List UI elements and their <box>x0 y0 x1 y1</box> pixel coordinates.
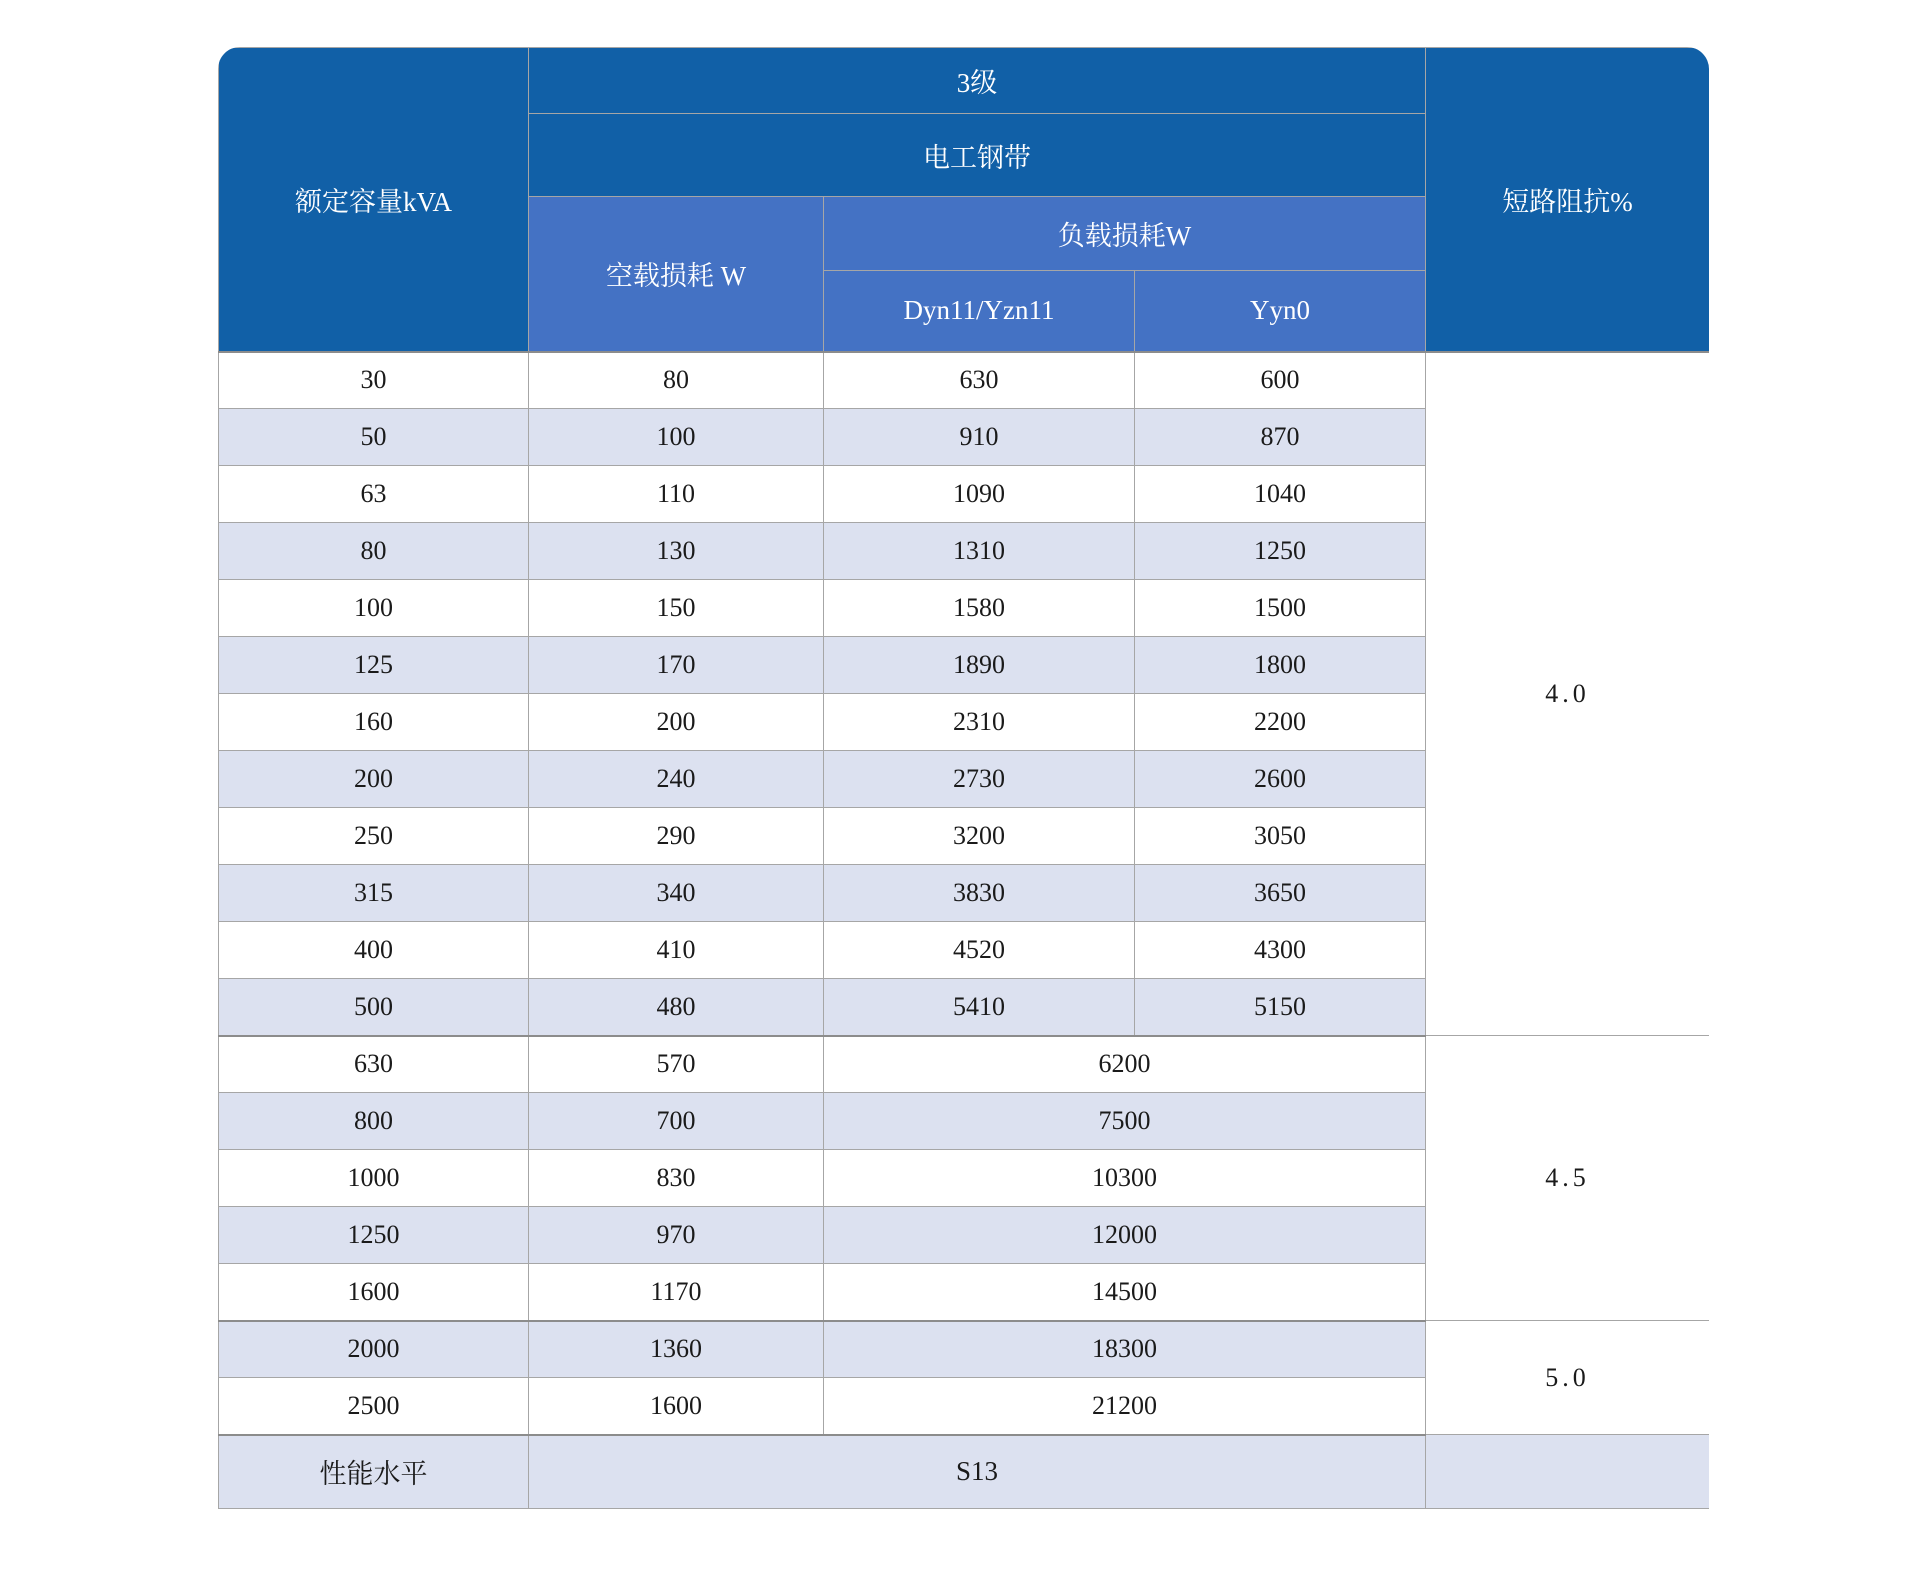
cell-no-load-loss: 1170 <box>529 1264 824 1321</box>
cell-load-loss: 10300 <box>824 1150 1426 1207</box>
cell-no-load-loss: 1360 <box>529 1321 824 1378</box>
cell-kva: 100 <box>219 580 529 637</box>
cell-kva: 2000 <box>219 1321 529 1378</box>
cell-kva: 30 <box>219 352 529 409</box>
cell-load-loss-yyn0: 1800 <box>1135 637 1426 694</box>
cell-no-load-loss: 240 <box>529 751 824 808</box>
cell-kva: 800 <box>219 1093 529 1150</box>
cell-load-loss: 14500 <box>824 1264 1426 1321</box>
cell-no-load-loss: 200 <box>529 694 824 751</box>
cell-kva: 1250 <box>219 1207 529 1264</box>
cell-no-load-loss: 170 <box>529 637 824 694</box>
cell-load-loss-yyn0: 1500 <box>1135 580 1426 637</box>
cell-load-loss-dyn11: 3830 <box>824 865 1135 922</box>
header-yyn0: Yyn0 <box>1135 271 1426 352</box>
cell-kva: 160 <box>219 694 529 751</box>
footer-empty-cell <box>1426 1435 1709 1509</box>
cell-load-loss-yyn0: 2600 <box>1135 751 1426 808</box>
cell-kva: 630 <box>219 1036 529 1093</box>
header-no-load-loss: 空载损耗 W <box>529 197 824 352</box>
cell-load-loss-dyn11: 1890 <box>824 637 1135 694</box>
cell-load-loss-yyn0: 3050 <box>1135 808 1426 865</box>
cell-load-loss-yyn0: 1040 <box>1135 466 1426 523</box>
cell-load-loss: 18300 <box>824 1321 1426 1378</box>
cell-no-load-loss: 80 <box>529 352 824 409</box>
cell-load-loss: 12000 <box>824 1207 1426 1264</box>
table-row <box>219 352 1710 409</box>
cell-no-load-loss: 410 <box>529 922 824 979</box>
header-level: 3级 <box>529 48 1426 114</box>
cell-load-loss-dyn11: 910 <box>824 409 1135 466</box>
footer-label: 性能水平 <box>219 1435 529 1509</box>
cell-load-loss: 7500 <box>824 1093 1426 1150</box>
cell-kva: 500 <box>219 979 529 1036</box>
cell-no-load-loss: 150 <box>529 580 824 637</box>
cell-impedance: 5.0 <box>1426 1321 1709 1435</box>
cell-no-load-loss: 700 <box>529 1093 824 1150</box>
cell-load-loss-dyn11: 2730 <box>824 751 1135 808</box>
cell-no-load-loss: 340 <box>529 865 824 922</box>
spec-table <box>218 47 1709 1509</box>
transformer-loss-table <box>218 47 1709 1509</box>
cell-load-loss-dyn11: 4520 <box>824 922 1135 979</box>
cell-load-loss-yyn0: 2200 <box>1135 694 1426 751</box>
cell-load-loss-dyn11: 630 <box>824 352 1135 409</box>
cell-load-loss-dyn11: 1090 <box>824 466 1135 523</box>
cell-no-load-loss: 1600 <box>529 1378 824 1435</box>
cell-kva: 125 <box>219 637 529 694</box>
cell-impedance: 4.0 <box>1426 352 1709 1036</box>
header-impedance: 短路阻抗% <box>1426 48 1709 352</box>
cell-no-load-loss: 130 <box>529 523 824 580</box>
cell-load-loss: 21200 <box>824 1378 1426 1435</box>
cell-no-load-loss: 110 <box>529 466 824 523</box>
header-steel-strip: 电工钢带 <box>529 114 1426 197</box>
cell-load-loss-dyn11: 1580 <box>824 580 1135 637</box>
header-dyn11: Dyn11/Yzn11 <box>824 271 1135 352</box>
cell-load-loss: 6200 <box>824 1036 1426 1093</box>
cell-no-load-loss: 830 <box>529 1150 824 1207</box>
table-row <box>219 1036 1710 1093</box>
cell-load-loss-dyn11: 1310 <box>824 523 1135 580</box>
cell-kva: 63 <box>219 466 529 523</box>
cell-impedance: 4.5 <box>1426 1036 1709 1321</box>
cell-load-loss-yyn0: 1250 <box>1135 523 1426 580</box>
table-row <box>219 1321 1710 1378</box>
cell-no-load-loss: 970 <box>529 1207 824 1264</box>
cell-load-loss-yyn0: 870 <box>1135 409 1426 466</box>
cell-kva: 80 <box>219 523 529 580</box>
cell-load-loss-yyn0: 4300 <box>1135 922 1426 979</box>
cell-kva: 2500 <box>219 1378 529 1435</box>
cell-kva: 50 <box>219 409 529 466</box>
header-load-loss: 负载损耗W <box>824 197 1426 271</box>
footer-value: S13 <box>529 1435 1426 1509</box>
cell-kva: 1000 <box>219 1150 529 1207</box>
cell-load-loss-dyn11: 2310 <box>824 694 1135 751</box>
cell-kva: 400 <box>219 922 529 979</box>
cell-kva: 250 <box>219 808 529 865</box>
cell-kva: 1600 <box>219 1264 529 1321</box>
header-rated-capacity: 额定容量kVA <box>219 48 529 352</box>
cell-kva: 200 <box>219 751 529 808</box>
cell-no-load-loss: 480 <box>529 979 824 1036</box>
cell-load-loss-yyn0: 600 <box>1135 352 1426 409</box>
cell-load-loss-yyn0: 3650 <box>1135 865 1426 922</box>
cell-no-load-loss: 290 <box>529 808 824 865</box>
footer-row <box>219 1435 1710 1509</box>
cell-no-load-loss: 100 <box>529 409 824 466</box>
cell-load-loss-dyn11: 5410 <box>824 979 1135 1036</box>
cell-no-load-loss: 570 <box>529 1036 824 1093</box>
cell-load-loss-yyn0: 5150 <box>1135 979 1426 1036</box>
cell-load-loss-dyn11: 3200 <box>824 808 1135 865</box>
cell-kva: 315 <box>219 865 529 922</box>
